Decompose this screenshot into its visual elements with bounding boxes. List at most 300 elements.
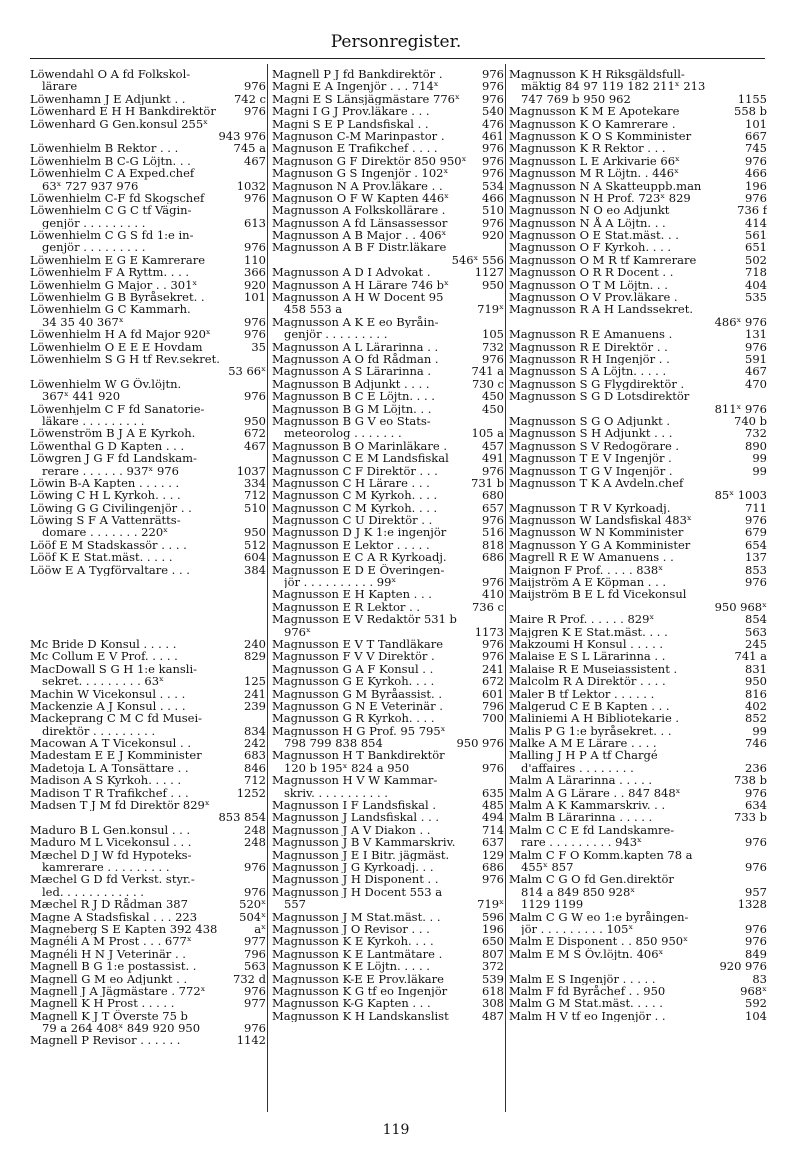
register-entry <box>272 960 504 972</box>
register-entry <box>509 440 767 452</box>
entry-pages: 672 <box>244 427 266 440</box>
entry-pages: 504ˣ <box>239 910 266 923</box>
register-entry <box>30 105 266 117</box>
entry-pages <box>501 749 504 761</box>
register-entry <box>509 675 767 687</box>
entry-pages: 976 <box>745 935 767 948</box>
register-entry <box>509 403 767 415</box>
entry-pages: 450 <box>482 402 504 415</box>
entry-text: Magnusson G A F Konsul . . <box>272 662 434 676</box>
entry-pages: 976 <box>745 786 767 800</box>
register-entry <box>509 130 767 142</box>
entry-text: Magnusson E V T Tandläkare <box>272 637 443 651</box>
entry-text <box>30 365 225 377</box>
register-entry <box>272 204 504 216</box>
entry-pages <box>263 378 266 390</box>
entry-pages <box>501 316 504 328</box>
entry-text: Magnusson H T Bankdirektör <box>272 749 445 762</box>
entry-text: Mackeprang C M C fd Musei- <box>30 712 203 725</box>
register-entry <box>272 923 504 935</box>
entry-pages: 137 <box>745 551 767 564</box>
entry-pages: 1142 <box>236 1034 266 1047</box>
register-entry <box>509 217 767 229</box>
entry-text: Magnuson C-M Marinpastor . <box>272 129 445 143</box>
entry-text: Magnusson O R R Docent . . <box>509 266 674 279</box>
register-entry <box>30 427 266 439</box>
register-entry <box>509 526 767 538</box>
entry-pages: 920 <box>482 229 504 242</box>
entry-pages: 637 <box>482 836 504 849</box>
register-entry <box>30 935 266 947</box>
register-entry <box>509 985 767 997</box>
register-entry <box>509 502 767 514</box>
register-entry <box>30 923 266 935</box>
entry-pages: 520ˣ <box>239 898 266 911</box>
entry-text: Magnusson G N E Veterinär . <box>272 699 443 713</box>
entry-text: Magnusson E C A R Kyrkoadj. <box>272 551 447 564</box>
entry-text: Magnéli H N J Veterinär . . <box>30 947 186 961</box>
entry-text: Magnusson C U Direktör . . <box>272 514 433 527</box>
entry-text: Löwenhjelm C F fd Sanatorie- <box>30 402 205 415</box>
register-entry <box>272 762 504 774</box>
register-entry <box>272 675 504 687</box>
register-entry <box>30 514 266 526</box>
entry-text: Magnusson B G V eo Stats- <box>272 414 431 428</box>
register-entry <box>272 824 504 836</box>
entry-pages: 976 <box>482 873 504 886</box>
entry-text: Magnusson T R V Kyrkoadj. <box>509 501 671 515</box>
entry-pages: 410 <box>482 588 504 601</box>
register-entry <box>30 725 266 737</box>
header-rule <box>30 58 765 59</box>
entry-text: Magnusson R A H Landssekret. <box>509 303 693 316</box>
entry-text: Magnusson A H Lärare 746 bˣ <box>272 278 449 292</box>
entry-text: Magnusson R E Direktör . . <box>509 340 668 353</box>
register-entry <box>30 712 266 724</box>
register-entry <box>509 477 767 489</box>
entry-text: Magnusson I F Landsfiskal . <box>272 799 436 812</box>
section-gap <box>30 601 266 613</box>
entry-pages: 712 <box>244 489 266 502</box>
register-entry <box>30 973 266 985</box>
register-entry <box>272 737 504 749</box>
entry-pages: 1032 <box>236 179 266 192</box>
entry-pages: 546ˣ 556 <box>451 253 504 267</box>
entry-pages <box>764 873 767 885</box>
entry-pages: 657 <box>482 501 504 515</box>
register-entry <box>509 997 767 1009</box>
entry-pages: 977 <box>244 997 266 1010</box>
entry-pages: 796 <box>482 699 504 713</box>
entry-pages: 372 <box>482 960 504 973</box>
entry-pages <box>501 564 504 576</box>
entry-text: Malm E Disponent . . 850 950ˣ <box>509 935 688 948</box>
entry-text: Magnusson B G M Löjtn. . . <box>272 402 432 415</box>
entry-pages: 846 <box>244 761 266 775</box>
register-entry <box>30 403 266 415</box>
register-entry <box>30 675 266 687</box>
entry-pages <box>263 68 266 80</box>
entry-text: Magnuson O F W Kapten 446ˣ <box>272 191 450 205</box>
register-entry <box>30 241 266 253</box>
entry-pages <box>263 712 266 724</box>
register-entry <box>272 601 504 613</box>
register-entry <box>509 911 767 923</box>
entry-text: Magnuson G F Direktör 850 950ˣ <box>272 154 467 168</box>
register-entry <box>509 303 767 315</box>
register-entry <box>272 477 504 489</box>
entry-pages: 714 <box>482 823 504 837</box>
register-entry <box>272 836 504 848</box>
register-entry <box>509 378 767 390</box>
entry-text: Magnusson N A Skatteuppb.man <box>509 179 702 192</box>
register-entry <box>509 1010 767 1022</box>
entry-pages: 740 b <box>734 414 767 428</box>
register-entry <box>272 861 504 873</box>
entry-pages <box>263 849 266 861</box>
register-entry <box>509 465 767 477</box>
register-entry <box>30 316 266 328</box>
entry-pages <box>501 774 504 786</box>
entry-pages <box>263 167 266 179</box>
entry-text: Malcolm R A Direktör . . . . <box>509 675 666 688</box>
register-entry <box>30 465 266 477</box>
register-entry <box>509 700 767 712</box>
entry-text: Magnusson H V W Kammar- <box>272 774 438 787</box>
register-entry <box>30 861 266 873</box>
register-entry <box>509 576 767 588</box>
register-entry <box>509 935 767 947</box>
entry-text: Magnusson E D E Överingen- <box>272 563 445 577</box>
register-entry <box>30 180 266 192</box>
entry-pages: 535 <box>745 291 767 304</box>
register-entry <box>30 650 266 662</box>
entry-pages <box>263 204 266 216</box>
entry-text: Löwing G G Civilingenjör . . <box>30 501 192 515</box>
entry-text: Magnusson T E V Ingenjör . <box>509 452 672 465</box>
register-entry <box>272 266 504 278</box>
entry-pages: 1252 <box>236 786 266 800</box>
entry-text <box>509 960 716 972</box>
register-entry <box>509 712 767 724</box>
register-entry <box>509 118 767 130</box>
entry-text: Magnusson S A Löjtn. . . . . <box>509 365 667 378</box>
register-entry <box>509 638 767 650</box>
entry-text: Magnusson S G O Adjunkt . <box>509 414 670 428</box>
entry-text: Madestam E E J Komminister <box>30 749 202 762</box>
entry-text: 455ˣ 857 <box>521 861 574 874</box>
entry-text: Malm E M S Öv.löjtn. 406ˣ <box>509 947 664 961</box>
register-entry <box>30 440 266 452</box>
entry-text: Löwenhard G Gen.konsul 255ˣ <box>30 117 209 130</box>
entry-text: Machin W Vicekonsul . . . . <box>30 687 186 700</box>
entry-pages: 950 <box>244 414 266 428</box>
entry-pages: 976 <box>482 68 504 81</box>
entry-pages <box>764 390 767 402</box>
entry-text: Magnusson A fd Länsassessor <box>272 216 448 230</box>
register-entry <box>30 303 266 315</box>
register-entry <box>30 749 266 761</box>
entry-text: Magnusson O M R tf Kamrerare <box>509 253 697 267</box>
register-entry <box>272 390 504 402</box>
register-entry <box>272 303 504 315</box>
entry-text: Malm C G W eo 1:e byråingen- <box>509 910 689 923</box>
entry-text: meteorolog . . . . . . . <box>284 427 402 440</box>
entry-pages: 950 968ˣ <box>714 600 767 614</box>
entry-pages: 667 <box>745 129 767 143</box>
entry-pages: 976 <box>244 328 266 341</box>
register-entry <box>509 774 767 786</box>
register-entry <box>30 415 266 427</box>
register-entry <box>272 564 504 576</box>
register-entry <box>272 886 504 898</box>
register-entry <box>509 390 767 402</box>
entry-pages: 732 d <box>233 972 266 985</box>
entry-pages: 976 <box>482 154 504 168</box>
register-entry <box>30 266 266 278</box>
register-entry <box>509 427 767 439</box>
entry-pages: 486ˣ 976 <box>714 315 767 329</box>
entry-text: Löwenhielm C G C tf Vägin- <box>30 204 192 217</box>
entry-text: Löwenhard E H H Bankdirektör <box>30 105 216 118</box>
register-entry <box>30 217 266 229</box>
entry-text: Magnusson J H Disponent . . <box>272 873 439 886</box>
register-entry <box>30 688 266 700</box>
entry-pages: 487 <box>482 1009 504 1023</box>
register-entry <box>30 948 266 960</box>
entry-text: Malm A G Lärare . . 847 848ˣ <box>509 786 681 800</box>
entry-text: 367ˣ 441 920 <box>42 390 121 403</box>
entry-pages: 853 854 <box>218 811 266 824</box>
entry-pages <box>501 291 504 303</box>
entry-text: Magnell G M eo Adjunkt . . <box>30 972 188 985</box>
entry-text: Löwenhielm F A Ryttm. . . . <box>30 266 190 279</box>
register-entry <box>272 118 504 130</box>
entry-text: Magnusson K M E Apotekare <box>509 105 680 118</box>
register-entry <box>509 749 767 761</box>
entry-text: Löwing C H L Kyrkoh. . . . <box>30 489 181 502</box>
register-entry <box>509 960 767 972</box>
register-entry <box>30 1010 266 1022</box>
entry-text: Magnusson E H Kapten . . . <box>272 588 432 601</box>
register-entry <box>509 80 767 92</box>
register-entry <box>509 316 767 328</box>
entry-pages <box>501 725 504 737</box>
entry-pages: 241 <box>244 687 266 700</box>
entry-text: Löwenhielm B C-G Löjtn. . . <box>30 154 191 168</box>
entry-pages: 494 <box>482 811 504 824</box>
register-entry <box>272 192 504 204</box>
entry-text: Magnusson K E Kyrkoh. . . . <box>272 935 434 948</box>
entry-pages: 467 <box>244 439 266 453</box>
register-entry <box>509 365 767 377</box>
register-entry <box>509 241 767 253</box>
register-entry <box>272 378 504 390</box>
entry-text: Magnuson E Trafikchef . . . . <box>272 142 438 155</box>
register-entry <box>272 663 504 675</box>
register-entry <box>30 997 266 1009</box>
register-entry <box>30 390 266 402</box>
register-entry <box>30 526 266 538</box>
entry-text: Magnusson O T M Löjtn. . . <box>509 278 668 292</box>
entry-pages: aˣ <box>254 922 266 936</box>
entry-text: Malm H V tf eo Ingenjör . . <box>509 1009 666 1023</box>
entry-text: Löwenström B J A E Kyrkoh. <box>30 427 196 440</box>
entry-pages: 561 <box>745 229 767 242</box>
entry-text: Malling J H P A tf Chargé <box>509 749 658 762</box>
register-entry <box>30 849 266 861</box>
entry-pages <box>501 415 504 427</box>
entry-text: Löwing S F A Vattenrätts- <box>30 514 181 527</box>
entry-text: Magnuson G S Ingenjör . 102ˣ <box>272 167 449 180</box>
register-entry <box>272 973 504 985</box>
entry-text: Magnusson N H Prof. 723ˣ 829 <box>509 191 691 205</box>
entry-pages: 976 <box>244 241 266 254</box>
entry-text: Mackenzie A J Konsul . . . . <box>30 699 186 713</box>
register-column-1 <box>30 68 266 1047</box>
entry-text: Magnusson C M Kyrkoh. . . . <box>272 501 438 515</box>
register-entry <box>30 291 266 303</box>
entry-pages: 125 <box>244 675 266 688</box>
register-entry <box>30 762 266 774</box>
register-entry <box>30 638 266 650</box>
register-entry <box>30 564 266 576</box>
entry-pages: 99 <box>752 452 767 465</box>
register-entry <box>509 663 767 675</box>
entry-pages: 816 <box>745 687 767 700</box>
entry-pages: 976 <box>745 340 767 353</box>
entry-text: Magnusson C H Lärare . . . <box>272 476 430 490</box>
entry-text: MacDowall S G H 1:e kansli- <box>30 662 198 676</box>
entry-text: Magnusson D J K 1:e ingenjör <box>272 526 447 539</box>
entry-text: Löwendahl O A fd Folkskol- <box>30 68 191 81</box>
entry-text: Magnusson T G V Ingenjör . <box>509 464 673 477</box>
register-entry <box>30 700 266 712</box>
entry-pages: 196 <box>745 179 767 192</box>
entry-pages: 977 <box>244 935 266 948</box>
entry-text: 79 a 264 408ˣ 849 920 950 <box>42 1022 201 1035</box>
register-entry <box>30 539 266 551</box>
register-entry <box>30 452 266 464</box>
entry-text: Magnusson S V Redogörare . <box>509 439 680 453</box>
entry-pages <box>764 80 767 92</box>
entry-pages: 976 <box>244 984 266 998</box>
register-entry <box>272 415 504 427</box>
entry-pages: 105 a <box>471 427 504 440</box>
entry-pages: 534 <box>482 179 504 192</box>
register-entry <box>509 254 767 266</box>
entry-text: 976ˣ <box>284 625 311 638</box>
entry-text: Magnusson J G Kyrkoadj. . . <box>272 861 434 874</box>
entry-pages: 738 b <box>734 774 767 787</box>
register-entry <box>30 192 266 204</box>
entry-text: Magnusson S G D Lotsdirektör <box>509 390 690 403</box>
entry-pages: 920 <box>244 278 266 292</box>
register-entry <box>272 291 504 303</box>
entry-pages: 852 <box>745 712 767 725</box>
entry-pages: 976 <box>244 80 266 93</box>
register-entry <box>272 403 504 415</box>
entry-text: Magnusson B O Marinläkare . <box>272 439 447 453</box>
entry-pages: 467 <box>244 154 266 168</box>
entry-pages <box>764 749 767 761</box>
entry-pages: 976 <box>745 191 767 205</box>
entry-text: Magnusson J Landsfiskal . . . <box>272 811 440 824</box>
register-entry <box>272 811 504 823</box>
register-entry <box>272 93 504 105</box>
register-entry <box>272 749 504 761</box>
entry-text: 120 b 195ˣ 824 a 950 <box>284 761 410 775</box>
register-entry <box>509 180 767 192</box>
entry-pages: 976 <box>244 1022 266 1035</box>
entry-pages <box>263 118 266 130</box>
entry-text: Magnusson H G Prof. 95 795ˣ <box>272 724 446 738</box>
entry-pages: 654 <box>745 538 767 552</box>
entry-text: Löwenhielm O E E E Hovdam <box>30 340 203 353</box>
register-entry <box>272 180 504 192</box>
register-entry <box>272 551 504 563</box>
entry-text: Löwenhielm H A fd Major 920ˣ <box>30 328 211 341</box>
entry-text: Malaise E S L Lärarinna . . <box>509 650 666 663</box>
entry-text: Magnell P J fd Bankdirektör . <box>272 68 443 81</box>
register-entry <box>30 489 266 501</box>
entry-text: Makzoumi H Konsul . . . . . <box>509 637 664 651</box>
register-entry <box>272 155 504 167</box>
entry-pages: 308 <box>482 997 504 1010</box>
register-entry <box>272 328 504 340</box>
entry-pages: 796 <box>244 947 266 961</box>
register-entry <box>272 712 504 724</box>
entry-pages: 853 <box>745 563 767 577</box>
register-entry <box>272 898 504 910</box>
entry-pages: 718 <box>745 266 767 279</box>
entry-pages: 746 <box>745 737 767 750</box>
register-column-2 <box>272 68 504 1022</box>
register-entry <box>509 105 767 117</box>
register-entry <box>272 217 504 229</box>
entry-text: genjör . . . . . . . . . <box>42 216 146 230</box>
entry-pages: 950 <box>244 526 266 539</box>
entry-text: Malm C F O Komm.kapten 78 a <box>509 848 693 861</box>
register-entry <box>509 551 767 563</box>
entry-pages <box>263 353 266 365</box>
entry-text: Löwgren J G F fd Landskam- <box>30 452 197 465</box>
register-entry <box>272 229 504 241</box>
entry-text: Magnusson J A V Diakon . . <box>272 823 431 837</box>
register-entry <box>509 849 767 861</box>
entry-text: Madetoja L A Tonsättare . . <box>30 761 189 775</box>
entry-text: lärare <box>42 80 78 93</box>
entry-text: jör . . . . . . . . . . 99ˣ <box>284 576 397 589</box>
entry-text: Löwenhielm S G H tf Rev.sekret. <box>30 352 220 366</box>
register-entry <box>272 167 504 179</box>
register-entry <box>509 204 767 216</box>
entry-pages: 248 <box>244 836 266 849</box>
entry-text: Magnusson K E Lantmätare . <box>272 947 443 961</box>
entry-pages: 976 <box>482 80 504 93</box>
entry-text: genjör . . . . . . . . . <box>284 328 388 341</box>
entry-text: 63ˣ 727 937 976 <box>42 179 139 192</box>
entry-text: kamrerare . . . . . . . . . <box>42 861 170 874</box>
entry-text: Löwenhielm B Rektor . . . <box>30 142 179 155</box>
register-entry <box>272 105 504 117</box>
register-entry <box>272 452 504 464</box>
register-entry <box>272 638 504 650</box>
register-entry <box>509 167 767 179</box>
entry-text <box>509 489 712 501</box>
entry-text: Mæchel G D fd Verkst. styr.- <box>30 873 195 886</box>
entry-text: Lööf K E Stat.mäst. . . . . <box>30 551 173 564</box>
